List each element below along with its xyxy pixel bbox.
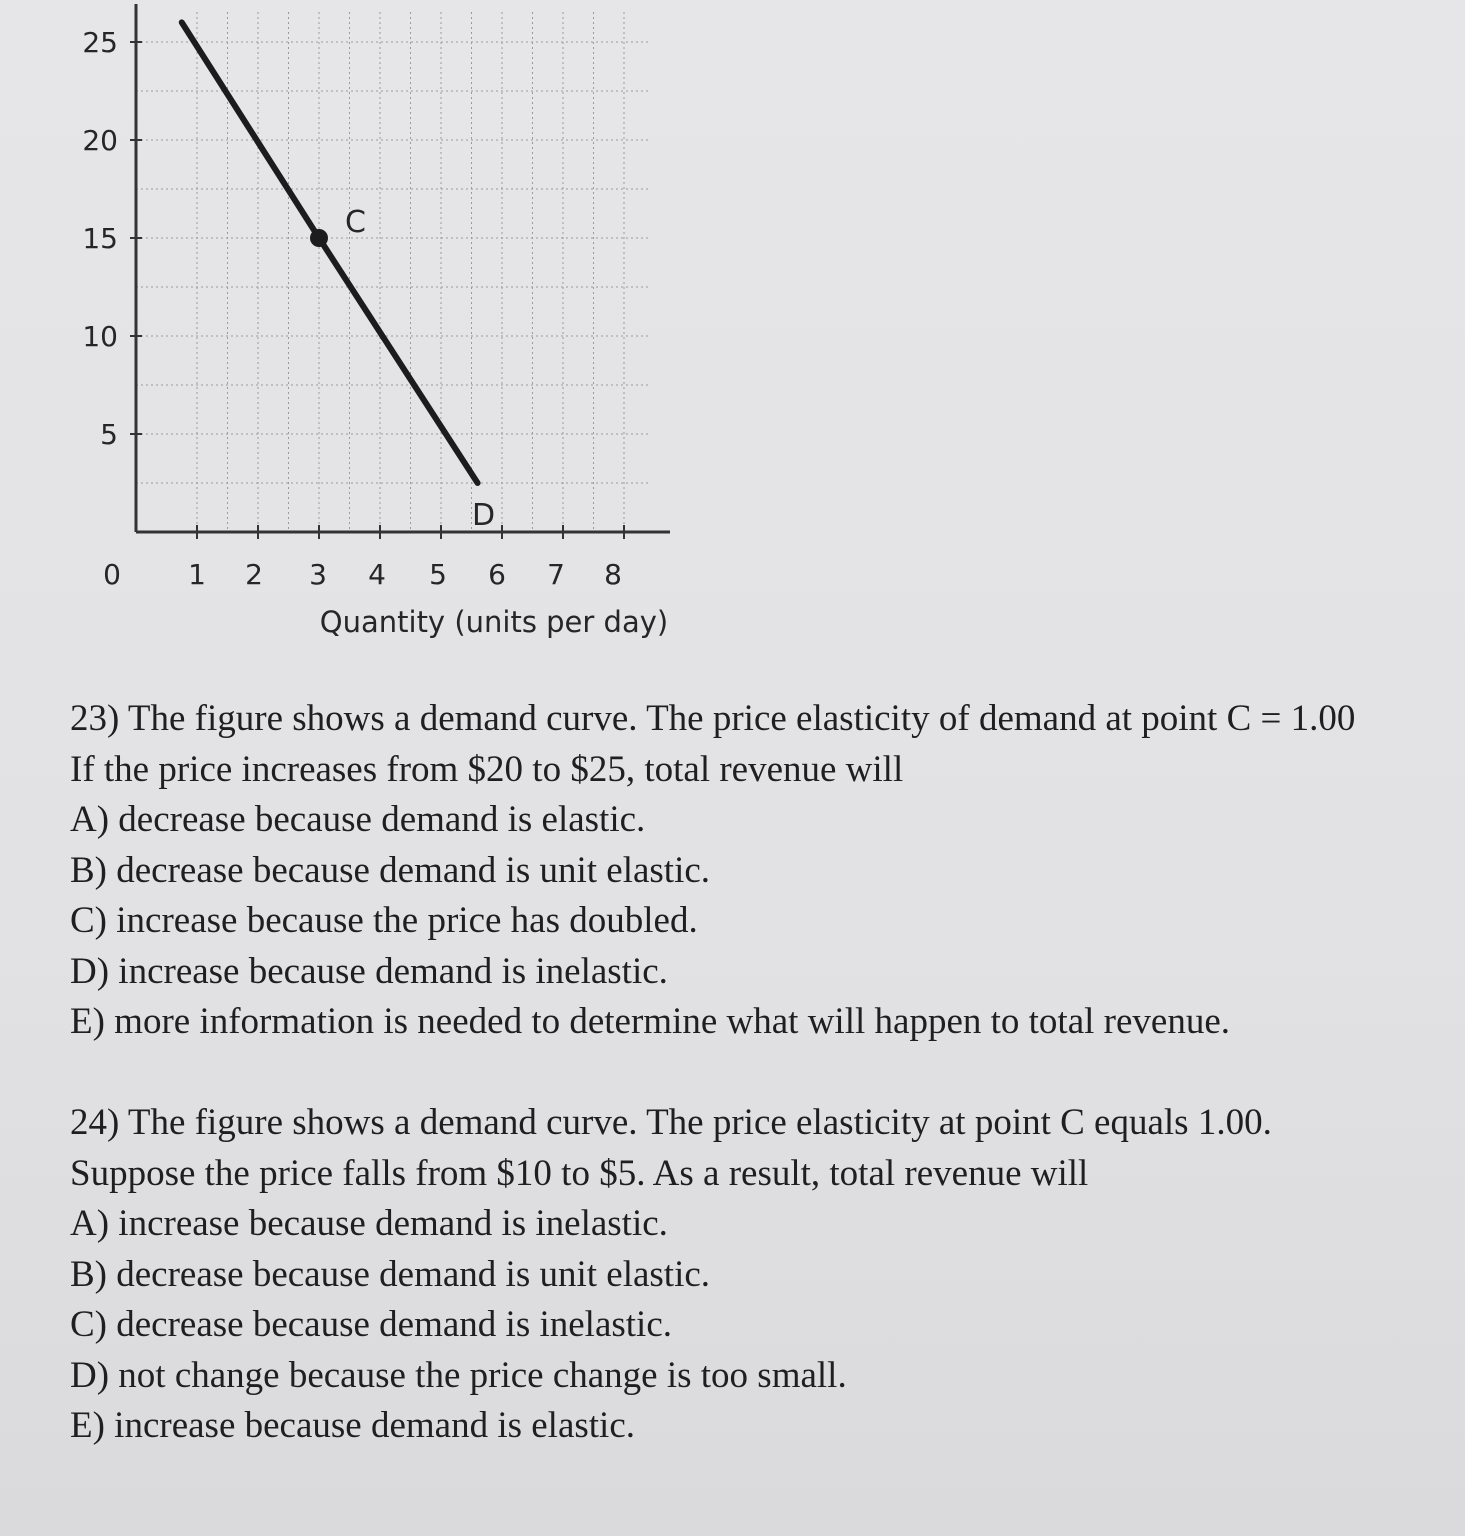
x-tick-label: 4: [368, 558, 386, 591]
demand-chart: [0, 0, 720, 660]
x-tick-label: 5: [429, 558, 447, 591]
answer-option-d: D) not change because the price change is too small.: [70, 1354, 847, 1396]
question-23: [70, 694, 1465, 1048]
x-tick-label: 3: [309, 558, 327, 591]
answer-option-a: A) decrease because demand is elastic.: [70, 799, 646, 840]
question-24: [70, 1098, 1465, 1452]
x-tick-label: 2: [245, 558, 263, 591]
y-tick-label: 20: [82, 124, 118, 157]
answer-option-e: E) increase because demand is elastic.: [70, 1405, 636, 1446]
answer-option-b: B) decrease because demand is unit elastic.: [70, 849, 711, 891]
question-stem-line: Suppose the price falls from $10 to $5. As a result, total revenue will: [70, 1152, 1089, 1194]
x-tick-label: 1: [188, 558, 206, 591]
question-stem-line: If the price increases from $20 to $25, total revenue will: [70, 748, 904, 790]
question-stem-line: 23) The figure shows a demand curve. The price elasticity of demand at point C = 1.00: [70, 698, 1356, 739]
x-tick-label: 6: [488, 558, 506, 591]
x-tick-label: 0: [103, 558, 121, 591]
chart-ticks: [82, 26, 624, 591]
x-tick-label: 8: [604, 558, 622, 591]
chart-axes: [136, 4, 670, 532]
x-axis-title: Quantity (units per day): [319, 605, 669, 639]
answer-option-d: D) increase because demand is inelastic.: [70, 950, 668, 992]
chart-series: [182, 22, 478, 483]
question-stem-line: 24) The figure shows a demand curve. The price elasticity at point C equals 1.00.: [70, 1102, 1272, 1143]
answer-option-a: A) increase because demand is inelastic.: [70, 1203, 668, 1244]
demand-curve-line: [182, 22, 478, 483]
y-tick-label: 5: [100, 418, 118, 451]
point-c-label: C: [345, 205, 366, 240]
x-tick-label: 7: [547, 558, 565, 591]
y-tick-label: 10: [82, 320, 118, 353]
chart-grid: [136, 12, 650, 532]
y-tick-label: 25: [82, 26, 118, 59]
answer-option-c: C) increase because the price has doubled.: [70, 900, 698, 941]
answer-option-e: E) more information is needed to determine what will happen to total revenue.: [70, 1001, 1230, 1042]
y-tick-label: 15: [82, 222, 118, 255]
point-c-marker: [310, 229, 328, 247]
answer-option-b: B) decrease because demand is unit elastic.: [70, 1253, 711, 1295]
curve-d-label: D: [472, 498, 496, 533]
answer-option-c: C) decrease because demand is inelastic.: [70, 1304, 673, 1345]
